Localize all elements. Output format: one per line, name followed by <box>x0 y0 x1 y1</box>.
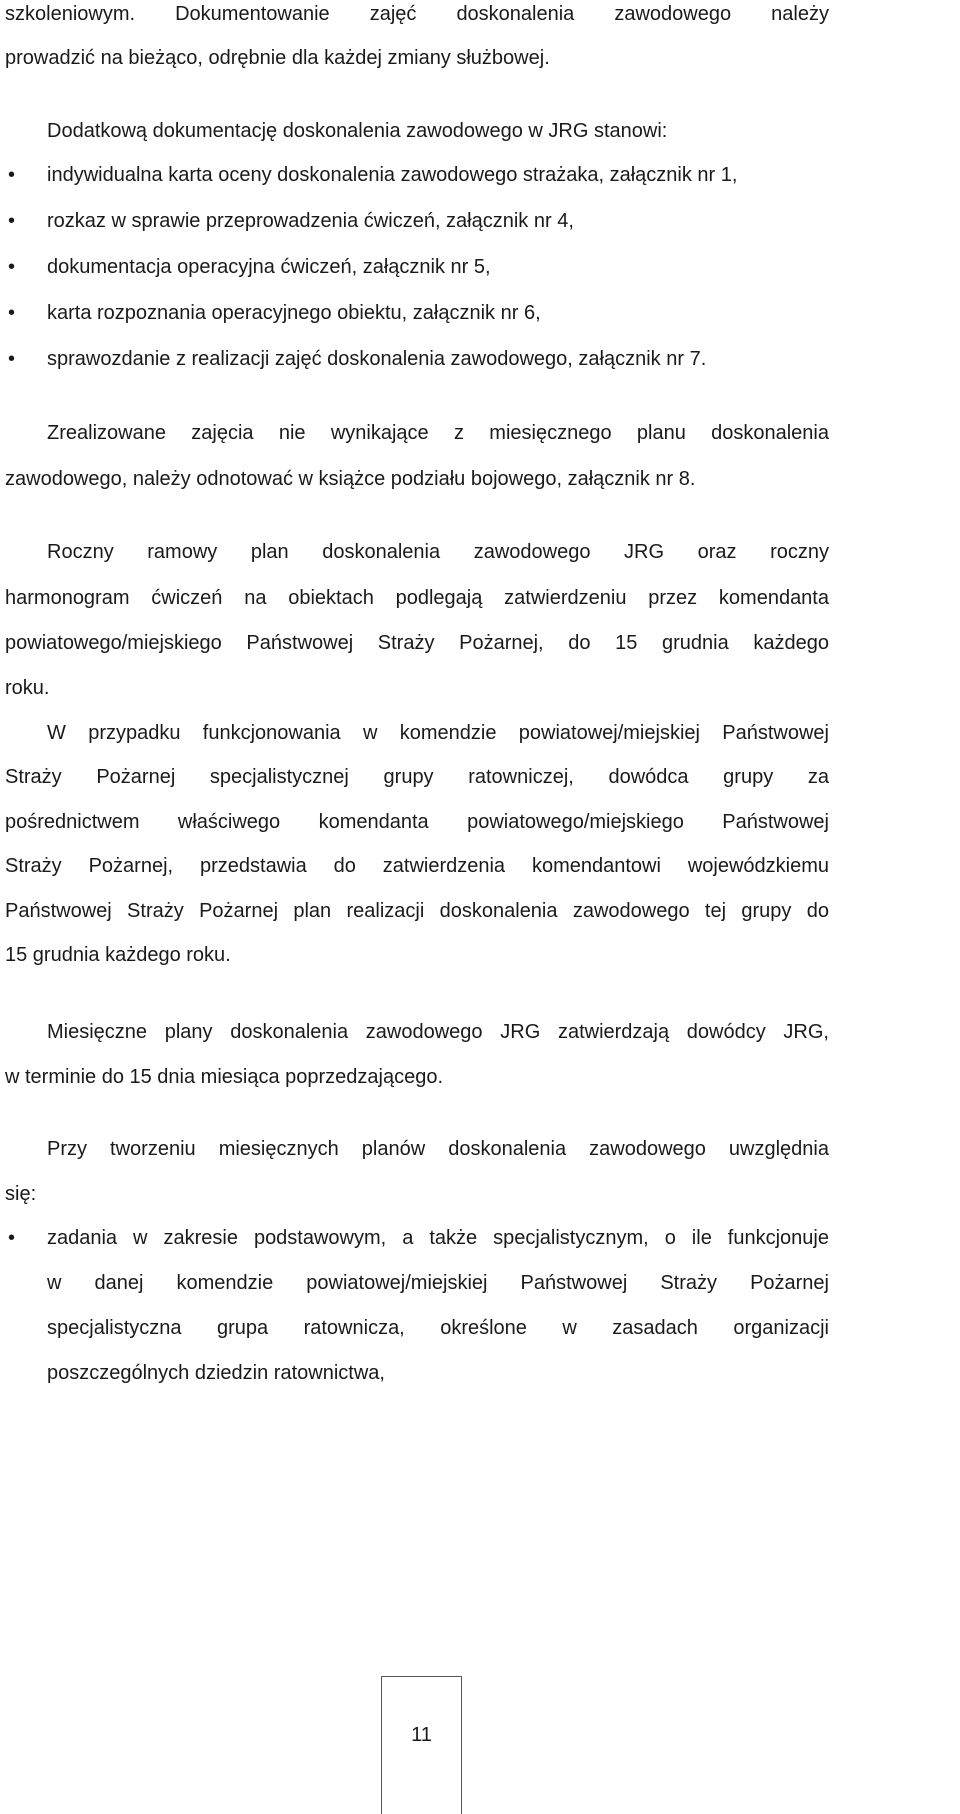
paragraph-line: W przypadku funkcjonowania w komendzie powiatowej/miejskiej Państwowej <box>47 722 829 744</box>
list-item-text: specjalistyczna grupa ratownicza, określone w zasadach organizacji <box>47 1317 829 1339</box>
paragraph-line: się: <box>5 1183 37 1205</box>
paragraph-line: harmonogram ćwiczeń na obiektach podlegają zatwierdzeniu przez komendanta <box>5 587 829 609</box>
paragraph-line: szkoleniowym. Dokumentowanie zajęć doskonalenia zawodowego należy <box>5 3 829 25</box>
bullet-dot-icon: • <box>8 348 16 370</box>
bullet-dot-icon: • <box>8 256 16 278</box>
list-item-text: w danej komendzie powiatowej/miejskiej Państwowej Straży Pożarnej <box>47 1272 829 1294</box>
list-item-text: karta rozpoznania operacyjnego obiektu, załącznik nr 6, <box>47 302 541 324</box>
paragraph-line: zawodowego, należy odnotować w książce podziału bojowego, załącznik nr 8. <box>5 468 696 490</box>
paragraph-line: Przy tworzeniu miesięcznych planów doskonalenia zawodowego uwzględnia <box>47 1138 829 1160</box>
paragraph-line: Zrealizowane zajęcia nie wynikające z miesięcznego planu doskonalenia <box>47 422 829 444</box>
bullet-dot-icon: • <box>8 1227 16 1249</box>
paragraph-line: roku. <box>5 677 50 699</box>
list-item-text: poszczególnych dziedzin ratownictwa, <box>47 1362 385 1384</box>
paragraph-line: w terminie do 15 dnia miesiąca poprzedzającego. <box>5 1066 444 1088</box>
paragraph-line: Państwowej Straży Pożarnej plan realizacji doskonalenia zawodowego tej grupy do <box>5 900 829 922</box>
bullet-dot-icon: • <box>8 302 16 324</box>
paragraph-line: pośrednictwem właściwego komendanta powiatowego/miejskiego Państwowej <box>5 811 829 833</box>
paragraph-line: Straży Pożarnej specjalistycznej grupy ratowniczej, dowódca grupy za <box>5 766 829 788</box>
paragraph-line: powiatowego/miejskiego Państwowej Straży Pożarnej, do 15 grudnia każdego <box>5 632 829 654</box>
list-item-text: dokumentacja operacyjna ćwiczeń, załącznik nr 5, <box>47 256 491 278</box>
list-item-text: indywidualna karta oceny doskonalenia zawodowego strażaka, załącznik nr 1, <box>47 164 738 186</box>
page-number-box <box>381 1676 462 1814</box>
bullet-dot-icon: • <box>8 210 16 232</box>
paragraph-line: 15 grudnia każdego roku. <box>5 944 231 966</box>
bullet-dot-icon: • <box>8 164 16 186</box>
list-item-text: zadania w zakresie podstawowym, a także specjalistycznym, o ile funkcjonuje <box>47 1227 829 1249</box>
paragraph-line: Miesięczne plany doskonalenia zawodowego JRG zatwierdzają dowódcy JRG, <box>47 1021 829 1043</box>
list-item-text: sprawozdanie z realizacji zajęć doskonalenia zawodowego, załącznik nr 7. <box>47 348 707 370</box>
paragraph-line: prowadzić na bieżąco, odrębnie dla każdej zmiany służbowej. <box>5 47 550 69</box>
page-number: 11 <box>411 1724 432 1746</box>
paragraph-line: Roczny ramowy plan doskonalenia zawodowego JRG oraz roczny <box>47 541 829 563</box>
list-item-text: rozkaz w sprawie przeprowadzenia ćwiczeń, załącznik nr 4, <box>47 210 574 232</box>
paragraph-line: Straży Pożarnej, przedstawia do zatwierdzenia komendantowi wojewódzkiemu <box>5 855 829 877</box>
section-intro: Dodatkową dokumentację doskonalenia zawodowego w JRG stanowi: <box>47 120 668 142</box>
